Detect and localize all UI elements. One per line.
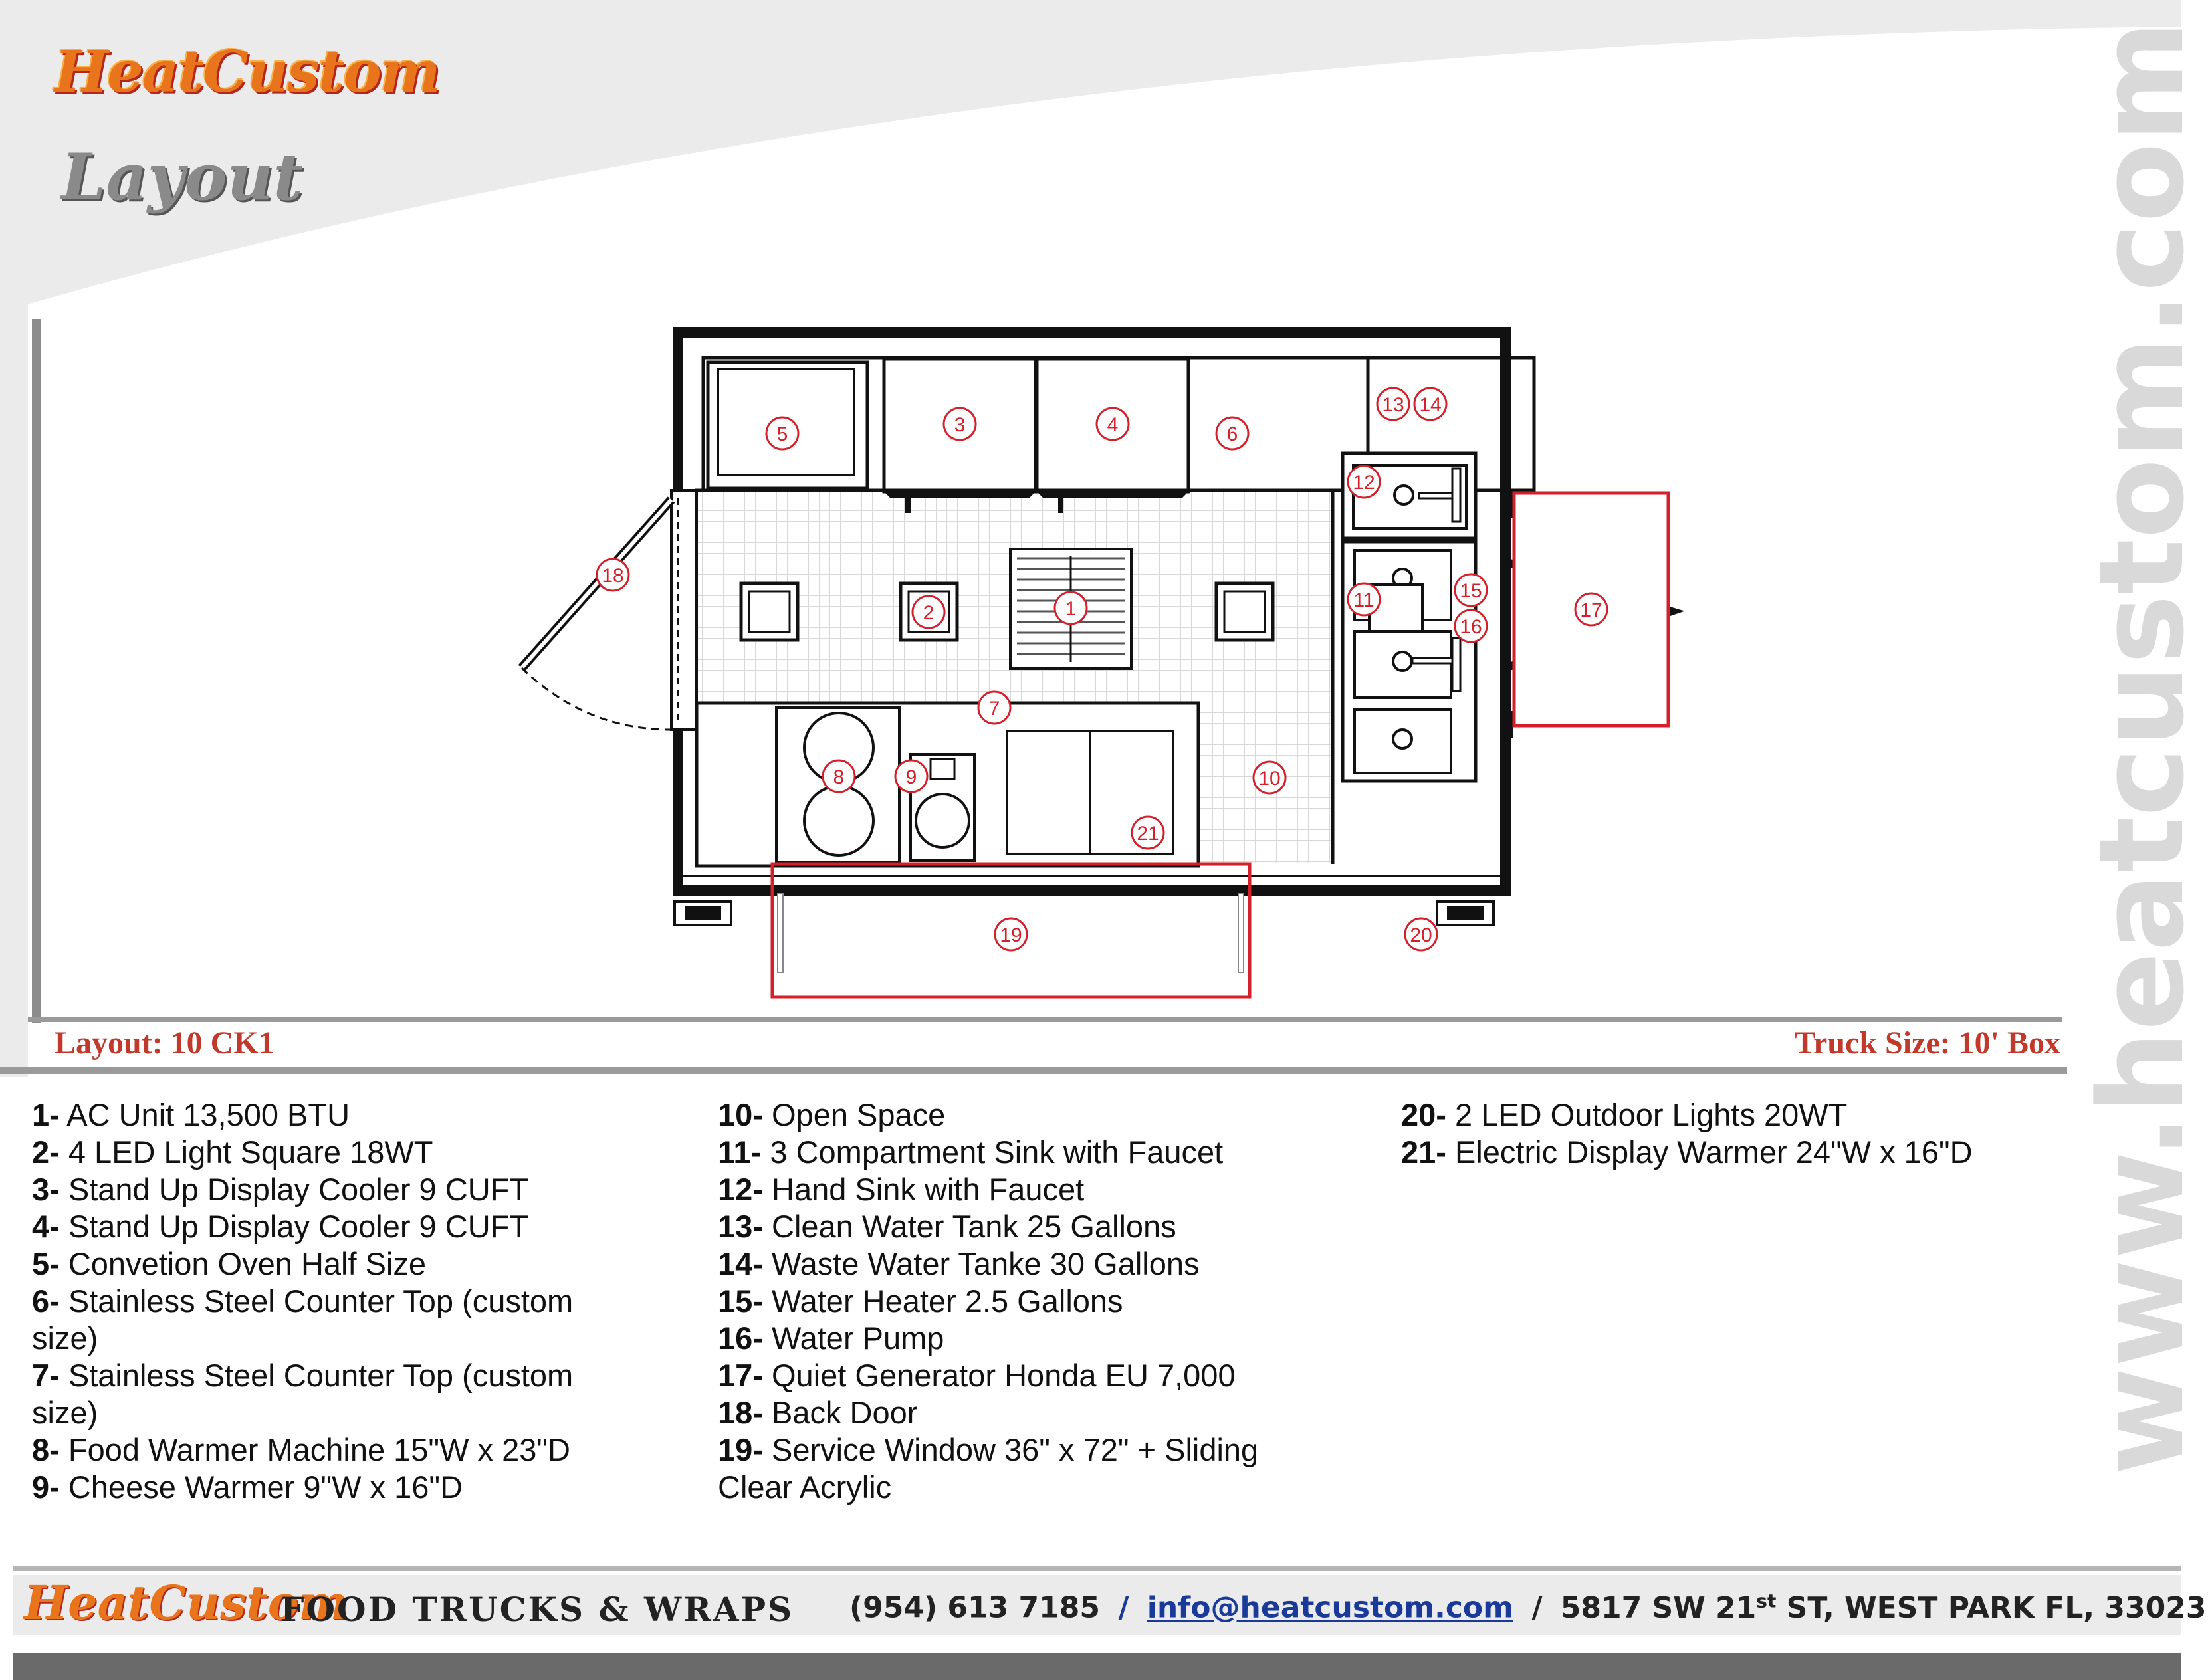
marker-21-label: 21	[1137, 823, 1159, 845]
legend-item-number: 19-	[718, 1432, 763, 1467]
marker-9-label: 9	[905, 766, 917, 788]
page-subtitle: Layout	[61, 140, 303, 215]
legend-item-text: Clean Water Tank 25 Gallons	[762, 1209, 1176, 1244]
legend-item-number: 9-	[32, 1469, 60, 1505]
legend-item-number: 6-	[32, 1283, 60, 1318]
legend-item-text: Stainless Steel Counter Top (custom size)	[32, 1358, 574, 1430]
legend-item	[32, 1469, 630, 1506]
legend-item-text: Food Warmer Machine 15"W x 23"D	[59, 1432, 570, 1467]
legend-item	[718, 1431, 1316, 1506]
marker-14-label: 14	[1419, 394, 1442, 416]
legend-item-number: 14-	[718, 1246, 763, 1281]
legend-item-number: 21-	[1401, 1134, 1446, 1170]
footer-logo: HeatCustom	[24, 1575, 348, 1630]
marker-4-label: 4	[1107, 414, 1119, 436]
legend-item-text: Open Space	[762, 1097, 946, 1132]
marker-12-label: 12	[1353, 472, 1375, 494]
marker-3-label: 3	[954, 414, 966, 436]
truck-size-label: Truck Size: 10' Box	[1794, 1025, 2060, 1061]
address: 5817 SW 21st ST, WEST PARK FL, 33023	[1560, 1590, 2207, 1625]
legend-item-number: 3-	[32, 1172, 60, 1207]
legend-column-2	[718, 1097, 1316, 1506]
legend-item	[718, 1208, 1316, 1245]
truck-plan	[522, 332, 1672, 997]
legend-item-text: Water Heater 2.5 Gallons	[762, 1283, 1123, 1318]
footer-dark-bar	[13, 1653, 2181, 1680]
legend-item-number: 7-	[32, 1358, 60, 1393]
marker-18-label: 18	[602, 565, 624, 587]
legend-item-text: Electric Display Warmer 24"W x 16"D	[1446, 1134, 1973, 1170]
legend-item-text: Service Window 36" x 72" + Sliding Clear Acrylic	[718, 1432, 1259, 1505]
legend-item-number: 15-	[718, 1283, 763, 1318]
legend-column-3	[1401, 1097, 2039, 1171]
legend-item	[718, 1357, 1316, 1394]
marker-10-label: 10	[1258, 768, 1281, 789]
layout-label: Layout: 10 CK1	[55, 1025, 275, 1061]
separator: /	[1531, 1590, 1543, 1625]
legend-item-number: 12-	[718, 1172, 763, 1207]
legend-item	[32, 1357, 630, 1431]
legend-item-text: 3 Compartment Sink with Faucet	[761, 1134, 1224, 1170]
legend-item-text: Cheese Warmer 9"W x 16"D	[59, 1469, 463, 1505]
marker-1-label: 1	[1065, 598, 1077, 620]
legend-item-text: Hand Sink with Faucet	[762, 1172, 1085, 1207]
legend-item-number: 1-	[32, 1097, 60, 1132]
legend-item-number: 10-	[718, 1097, 763, 1132]
legend-item-number: 20-	[1401, 1097, 1446, 1132]
legend-item	[32, 1208, 630, 1245]
marker-7-label: 7	[988, 698, 1000, 720]
legend-item	[32, 1283, 630, 1357]
legend-item-number: 4-	[32, 1209, 60, 1244]
legend-item-number: 17-	[718, 1358, 763, 1393]
legend-item-number: 5-	[32, 1246, 60, 1281]
legend-item-text: Waste Water Tanke 30 Gallons	[762, 1246, 1200, 1281]
separator: /	[1118, 1590, 1129, 1625]
legend-item-number: 11-	[718, 1134, 762, 1170]
legend-item-text: Quiet Generator Honda EU 7,000	[762, 1358, 1236, 1393]
footer-tagline: FOOD TRUCKS & WRAPS	[280, 1590, 794, 1629]
legend-item-number: 18-	[718, 1395, 763, 1430]
legend-item-text: Stainless Steel Counter Top (custom size)	[32, 1283, 574, 1356]
legend-item	[32, 1431, 630, 1469]
legend-item-number: 2-	[32, 1134, 60, 1170]
marker-2-label: 2	[923, 602, 935, 624]
legend-item	[718, 1097, 1316, 1134]
marker-17-label: 17	[1580, 599, 1602, 621]
legend-item-number: 16-	[718, 1320, 763, 1356]
legend-item-number: 8-	[32, 1432, 60, 1467]
legend-item	[718, 1283, 1316, 1320]
marker-11-label: 11	[1353, 589, 1375, 611]
legend-item	[32, 1097, 630, 1134]
footer-contact	[849, 1590, 2207, 1625]
legend-item	[32, 1134, 630, 1171]
marker-8-label: 8	[833, 766, 845, 788]
legend-item-text: Water Pump	[762, 1320, 944, 1356]
marker-20-label: 20	[1410, 924, 1432, 946]
legend-item-text: Back Door	[762, 1395, 918, 1430]
legend-item-number: 13-	[718, 1209, 763, 1244]
marker-13-label: 13	[1382, 394, 1404, 416]
legend-item-text: Convetion Oven Half Size	[59, 1246, 427, 1281]
legend-item	[1401, 1097, 2039, 1134]
legend-column-1	[32, 1097, 630, 1506]
website-watermark: www.heatcustom.com	[2074, 20, 2210, 1475]
legend-item	[1401, 1134, 2039, 1171]
legend-item	[32, 1245, 630, 1283]
marker-5-label: 5	[776, 423, 788, 445]
legend-item	[718, 1171, 1316, 1208]
legend-item-text: Stand Up Display Cooler 9 CUFT	[59, 1209, 529, 1244]
legend-item	[718, 1394, 1316, 1431]
marker-16-label: 16	[1460, 616, 1482, 638]
legend-item-text: 4 LED Light Square 18WT	[59, 1134, 433, 1170]
marker-15-label: 15	[1460, 580, 1482, 602]
legend-item	[718, 1134, 1316, 1171]
brand-logo: HeatCustom	[55, 39, 439, 106]
legend-item-text: AC Unit 13,500 BTU	[59, 1097, 350, 1132]
legend-item	[718, 1245, 1316, 1283]
marker-6-label: 6	[1226, 423, 1238, 445]
left-accent-bar	[32, 319, 41, 1023]
phone-number[interactable]: (954) 613 7185	[849, 1590, 1101, 1625]
legend-item	[32, 1171, 630, 1208]
email-link[interactable]: info@heatcustom.com	[1147, 1590, 1513, 1625]
legend-item-text: Stand Up Display Cooler 9 CUFT	[59, 1172, 529, 1207]
legend-item	[718, 1320, 1316, 1357]
marker-19-label: 19	[1000, 924, 1022, 946]
legend-item-text: 2 LED Outdoor Lights 20WT	[1446, 1097, 1848, 1132]
